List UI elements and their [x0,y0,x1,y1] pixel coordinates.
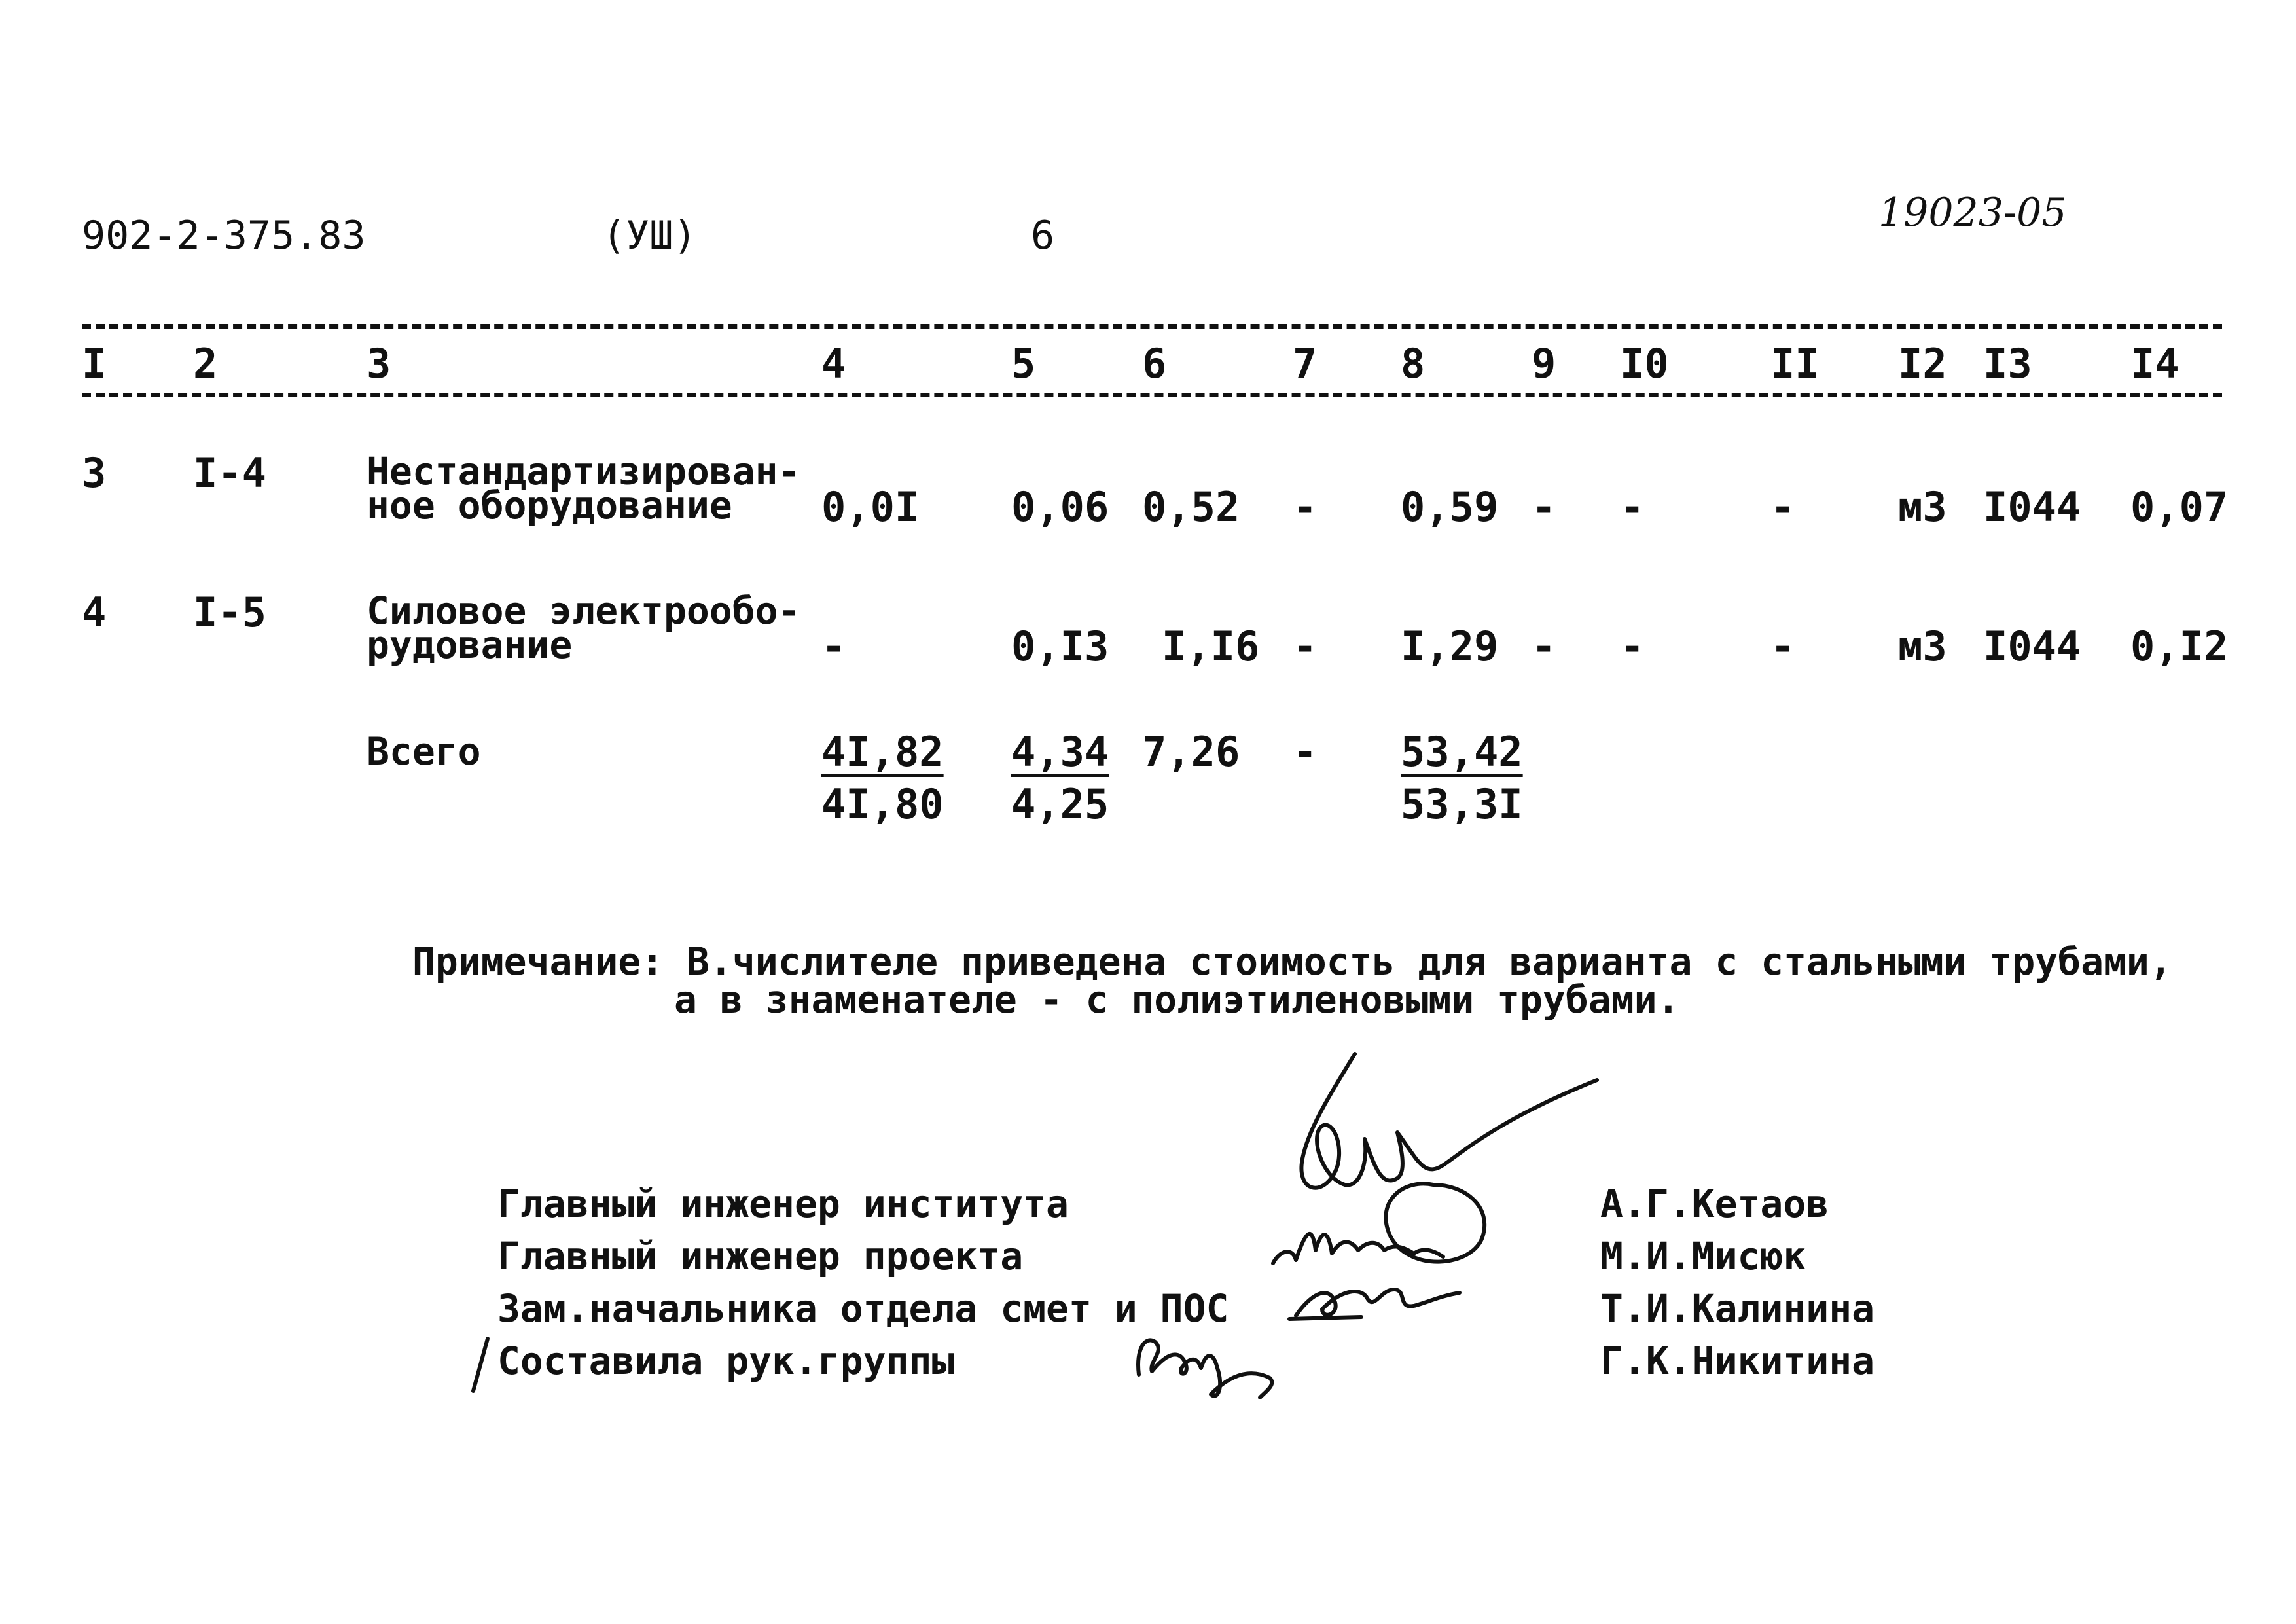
stamp-number: 19023-05 [1878,190,2067,236]
column-header-12: I2 [1898,340,1947,388]
total-col6: 7,26 [1142,728,1240,776]
column-header-2: 2 [193,340,218,388]
cell-col5: 0,I3 [1011,623,1109,670]
column-header-13: I3 [1983,340,2032,388]
signature-name: М.И.Мисюк [1600,1234,1806,1278]
cell-col5: 0,06 [1011,483,1109,531]
cell-col14: 0,07 [2130,483,2229,531]
total-col8-denominator: 53,3I [1401,780,1523,828]
cell-col13: I044 [1983,483,2081,531]
signature-name: Г.К.Никитина [1600,1339,1875,1383]
signature-compiler [1126,1322,1296,1407]
column-header-7: 7 [1293,340,1318,388]
cell-col9: - [1532,623,1556,670]
row-code: I-5 [193,588,266,636]
cell-col4: - [821,623,846,670]
total-col8-numerator: 53,42 [1401,728,1523,776]
column-header-4: 4 [821,340,846,388]
signature-deputy-head [1283,1270,1479,1329]
cell-col12: м3 [1898,623,1947,670]
column-header-3: 3 [367,340,391,388]
section-code: (УШ) [602,213,697,259]
column-header-8: 8 [1401,340,1426,388]
column-header-10: I0 [1620,340,1669,388]
total-label: Всего [367,729,481,774]
cell-col11: - [1770,483,1795,531]
cell-col11: - [1770,623,1795,670]
total-col7: - [1293,728,1318,776]
cell-col10: - [1620,623,1645,670]
cell-col14: 0,I2 [2130,623,2229,670]
total-col5-numerator: 4,34 [1011,728,1109,776]
signature-name: Т.И.Калинина [1600,1286,1875,1331]
cell-col7: - [1293,483,1318,531]
cell-col9: - [1532,483,1556,531]
row-code: I-4 [193,449,266,497]
doc-code: 902-2-375.83 [82,213,366,259]
column-header-11: II [1770,340,1820,388]
signature-role: Зам.начальника отдела смет и ПОС [497,1286,1229,1331]
column-header-5: 5 [1011,340,1036,388]
row-name-line1: Нестандартизирован- [367,449,801,494]
note-line-1: Примечание: В.числителе приведена стоимость для варианта с стальными трубами, [412,939,2172,984]
cell-col6: 0,52 [1142,483,1240,531]
row-name-line1: Силовое электрообо- [367,588,801,633]
cell-col12: м3 [1898,483,1947,531]
column-header-14: I4 [2130,340,2179,388]
header-rule-bottom [82,393,2222,397]
cell-col7: - [1293,623,1318,670]
row-name-line2: рудование [367,623,573,667]
total-col4-denominator: 4I,80 [821,780,944,828]
row-number: 3 [82,449,107,497]
cell-col6: I,I6 [1162,623,1260,670]
column-header-1: I [82,340,107,388]
cell-col13: I044 [1983,623,2081,670]
cell-col4: 0,0I [821,483,920,531]
total-col5-denominator: 4,25 [1011,780,1109,828]
note-line-2: а в знаменателе - с полиэтиленовыми трубами. [674,977,1680,1022]
row-name-line2: ное оборудование [367,483,732,528]
signature-role: Составила рук.группы [497,1339,955,1383]
cell-col10: - [1620,483,1645,531]
signature-name: А.Г.Кетаов [1600,1182,1829,1226]
page-number: 6 [1031,213,1055,259]
row-number: 4 [82,588,107,636]
column-header-6: 6 [1142,340,1167,388]
cell-col8: 0,59 [1401,483,1499,531]
column-header-9: 9 [1532,340,1556,388]
signature-role: Главный инженер института [497,1182,1069,1226]
cell-col8: I,29 [1401,623,1499,670]
slash-mark [468,1335,494,1394]
signature-role: Главный инженер проекта [497,1234,1024,1278]
header-rule-top [82,324,2222,329]
total-col4-numerator: 4I,82 [821,728,944,776]
